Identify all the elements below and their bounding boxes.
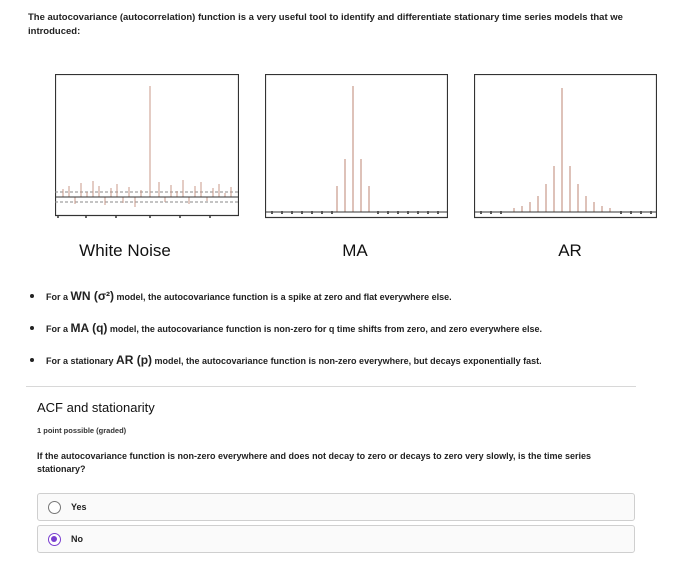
intro-text: The autocovariance (autocorrelation) function is a very useful tool to identify and differentiate stationary time series models that we introduced: [28,12,623,37]
bullet-dot [30,294,34,298]
bullet-ar: For a stationary AR (p) model, the autocovariance function is non-zero everywhere, but decays exponentially fast. [30,353,670,385]
ar-acf-plot [474,74,657,222]
radio-yes[interactable] [48,501,61,514]
model-bullet-list [30,289,670,385]
ma-acf-plot [265,74,448,222]
option-no[interactable] [37,525,635,553]
option-no-label: No [71,534,83,544]
white-noise-label: White Noise [79,241,171,260]
wn-model-term: WN (σ²) [70,289,115,303]
bullet-wn: For a WN (σ²) model, the autocovariance function is a spike at zero and flat everywhere else. [30,289,670,321]
question-points: 1 point possible (graded) [37,426,127,435]
section-divider [26,386,636,387]
ma-label: MA [342,241,368,260]
ar-model-term: AR (p) [116,353,153,367]
ar-label: AR [558,241,582,260]
white-noise-acf-plot [55,74,239,220]
radio-no[interactable] [48,533,61,546]
ma-model-term: MA (q) [70,321,108,335]
bullet-dot [30,326,34,330]
bullet-dot [30,358,34,362]
question-text: If the autocovariance function is non-zero everywhere and does not decay to zero or decays to zero very slowly, is the time series stationary? [37,451,592,474]
question-title: ACF and stationarity [37,400,155,415]
bullet-ma: For a MA (q) model, the autocovariance function is non-zero for q time shifts from zero, and zero everywhere else. [30,321,670,353]
option-yes-label: Yes [71,502,87,512]
option-yes[interactable] [37,493,635,521]
